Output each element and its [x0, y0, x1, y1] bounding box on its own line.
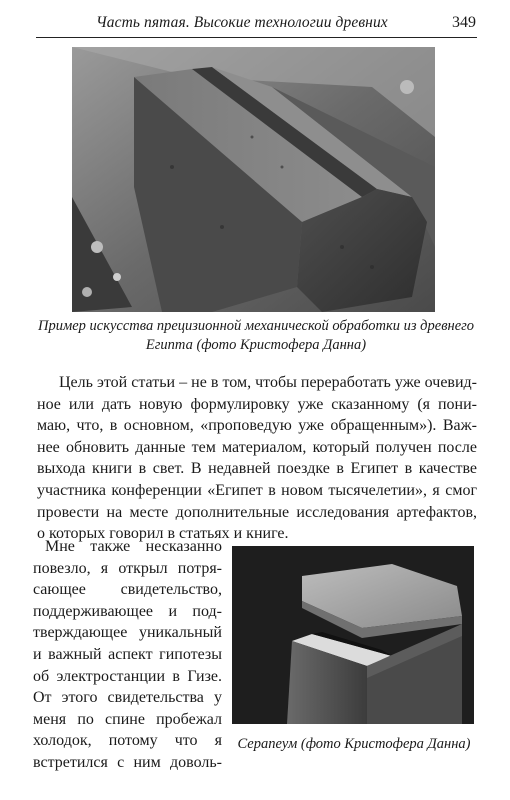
figure-caption-top-line2: Египта (фото Кристофера Данна)	[145, 337, 367, 353]
body-paragraph-1	[37, 372, 477, 545]
stone-block-photo	[72, 47, 435, 312]
text-line: сающее свидетельство,	[33, 581, 222, 599]
figure-caption-top	[30, 317, 482, 355]
text-line: выхода книги в свет. В недавней поездке в Египет в качестве	[37, 460, 477, 478]
figure-caption-top-line1: Пример искусства прецизионной механической обработки из древнего	[37, 318, 475, 334]
figure-caption-side: Серапеум (фото Кристофера Данна)	[237, 736, 471, 752]
running-header	[36, 12, 476, 34]
text-line: о которых говорил в статьях и книге.	[37, 525, 289, 543]
text-line: маю, что, в основном, «проповедую уже обращенным»). Важ-	[37, 417, 477, 435]
text-line: От этого свидетельства у	[33, 689, 222, 707]
text-line: Мне также несказанно	[45, 538, 222, 555]
text-line: повезло, я открыл потря-	[33, 559, 222, 577]
text-line: и важный аспект гипотезы	[33, 645, 222, 663]
text-line: встретился с ним доволь-	[33, 753, 222, 771]
text-line: меня по спине пробежал	[33, 710, 222, 728]
text-line: поддерживающее и под-	[33, 602, 222, 620]
text-line: холодок, потому что я	[33, 732, 222, 750]
text-line: участника конференции «Египет в новом тысячелетии», я смог	[37, 481, 477, 499]
serapeum-photo	[232, 546, 474, 724]
text-line: провести на месте дополнительные исследования артефактов,	[37, 503, 477, 521]
header-rule	[36, 37, 477, 38]
text-line: Цель этой статьи – не в том, чтобы переработать уже очевид-	[59, 374, 477, 391]
text-line: ное или дать новую формулировку уже сказанному (я пони-	[37, 395, 477, 413]
text-line: об электростанции в Гизе.	[33, 667, 222, 685]
running-header-title: Часть пятая. Высокие технологии древних	[96, 14, 388, 31]
body-paragraph-2	[33, 536, 222, 774]
text-line: нее обновить данные тем материалом, который получен после	[37, 438, 477, 456]
page-number: 349	[452, 14, 476, 31]
text-line: тверждающее уникальный	[33, 624, 222, 642]
